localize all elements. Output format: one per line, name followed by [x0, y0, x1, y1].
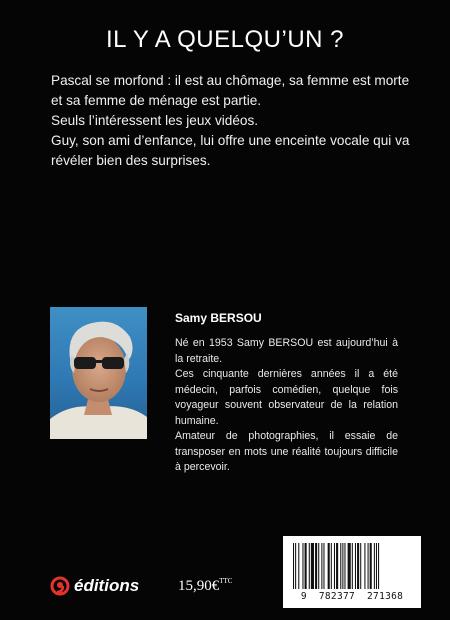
barcode-bar	[334, 543, 335, 589]
blurb-paragraph: Pascal se morfond : il est au chômage, sa femme est morte et sa femme de ménage est partie.	[51, 73, 410, 108]
blurb-paragraph: Seuls l’intéressent les jeux vidéos.	[51, 113, 259, 128]
barcode-number: 9 782377 271368	[300, 591, 404, 602]
barcode-bar	[344, 543, 345, 589]
barcode-bar	[360, 543, 361, 589]
barcode-bar	[302, 543, 303, 589]
publisher-logo-icon	[50, 576, 70, 596]
barcode-bar	[348, 543, 351, 589]
barcode-bar	[355, 543, 356, 589]
barcode-bar	[357, 543, 359, 589]
barcode-bar	[331, 543, 332, 589]
barcode-bar	[305, 543, 307, 589]
barcode-bars	[291, 543, 413, 589]
bio-paragraph: Amateur de photographies, il essaie de transposer en mots une réalité toujours difficile à percevoir.	[175, 430, 398, 473]
barcode-bar	[378, 543, 379, 589]
author-bio	[175, 336, 398, 476]
barcode	[283, 536, 421, 608]
barcode-bar	[321, 543, 322, 589]
author-name: Samy BERSOU	[175, 311, 262, 325]
publisher-name: éditions	[74, 576, 140, 595]
barcode-bar	[370, 543, 372, 589]
blurb	[51, 71, 411, 171]
price-suffix: TTC	[219, 577, 233, 585]
barcode-bar	[295, 543, 296, 589]
barcode-bar	[293, 543, 294, 589]
barcode-bar	[318, 543, 319, 589]
barcode-bar	[309, 543, 310, 589]
barcode-bar	[311, 543, 314, 589]
publisher-logo	[50, 575, 139, 597]
barcode-bar	[342, 543, 343, 589]
bio-paragraph: Né en 1953 Samy BERSOU est aujourd’hui à la retraite.	[175, 337, 398, 365]
blurb-paragraph: Guy, son ami d’enfance, lui offre une enceinte vocale qui va révéler bien des surprises.	[51, 133, 410, 168]
barcode-bar	[336, 543, 338, 589]
barcode-bar	[374, 543, 375, 589]
barcode-bar	[368, 543, 369, 589]
barcode-bar	[376, 543, 377, 589]
bio-paragraph: Ces cinquante dernières années il a été médecin, parfois comédien, quelque fois voyageur souvent observateur de la relation humaine.	[175, 368, 398, 427]
book-title: IL Y A QUELQU’UN ?	[106, 26, 344, 53]
price	[178, 577, 232, 595]
author-photo	[50, 307, 147, 439]
barcode-bar	[298, 543, 299, 589]
barcode-bar	[323, 543, 324, 589]
barcode-bar	[340, 543, 341, 589]
barcode-bar	[364, 543, 365, 589]
barcode-bar	[315, 543, 317, 589]
barcode-bar	[352, 543, 353, 589]
price-amount: 15,90€	[178, 578, 220, 594]
barcode-bar	[328, 543, 330, 589]
